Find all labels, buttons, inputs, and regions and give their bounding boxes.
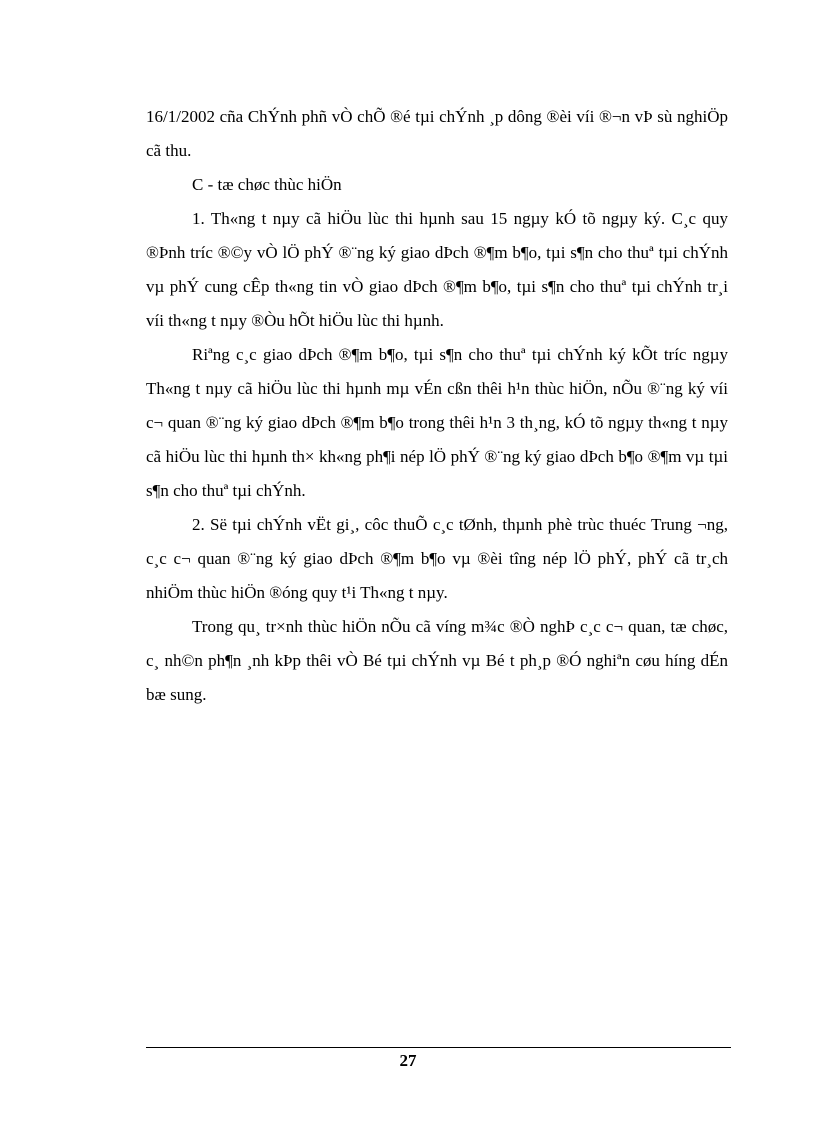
- paragraph-transitional: Riªng c¸c giao dÞch ®¶m b¶o, tµi s¶n cho thuª tµi chÝnh ký kÕt tríc ngµy Th«ng t nµy cã hiÖu lùc thi hµnh mµ vÉn cßn thêi h¹n thùc hiÖn, nÕu ®¨ng ký víi c¬ quan ®¨ng ký giao dÞch ®¶m b¶o trong thêi h¹n 3 th¸ng, kÓ tõ ngµy th«ng t nµy cã hiÖu lùc thi hµnh th× kh«ng ph¶i nép lÖ phÝ ®¨ng ký giao dÞch b¶o ®¶m vµ tµi s¶n cho thuª tµi chÝnh.: [146, 345, 728, 500]
- paragraph-item-2: 2. Së tµi chÝnh vËt gi¸, côc thuÕ c¸c tØnh, thµnh phè trùc thuéc Trung ¬ng, c¸c c¬ quan ®¨ng ký giao dÞch ®¶m b¶o vµ ®èi tîng nép lÖ phÝ, phÝ cã tr¸ch nhiÖm thùc hiÖn ®óng quy t¹i Th«ng t nµy.: [146, 515, 728, 602]
- footer-divider: [146, 1047, 731, 1048]
- paragraph-closing: Trong qu¸ tr×nh thùc hiÖn nÕu cã víng m¾c ®Ò nghÞ c¸c c¬ quan, tæ chøc, c¸ nh©n ph¶n ¸nh kÞp thêi vÒ Bé tµi chÝnh vµ Bé t ph¸p ®Ó nghiªn cøu híng dÉn bæ sung.: [146, 617, 728, 704]
- section-heading: C - tæ chøc thùc hiÖn: [192, 175, 342, 194]
- document-body: [146, 100, 728, 712]
- page-number: 27: [399, 1051, 417, 1070]
- paragraph-continuation: 16/1/2002 cña ChÝnh phñ vÒ chÕ ®é tµi chÝnh ¸p dông ®èi víi ®¬n vÞ sù nghiÖp cã thu.: [146, 107, 728, 160]
- paragraph-item-1: 1. Th«ng t nµy cã hiÖu lùc thi hµnh sau 15 ngµy kÓ tõ ngµy ký. C¸c quy ®Þnh tríc ®©y vÒ lÖ phÝ ®¨ng ký giao dÞch ®¶m b¶o, tµi s¶n cho thuª tµi chÝnh vµ phÝ cung cÊp th«ng tin vÒ giao dÞch ®¶m b¶o, tµi s¶n cho thuª tµi chÝnh tr¸i víi th«ng t nµy ®Òu hÕt hiÖu lùc thi hµnh.: [146, 209, 728, 330]
